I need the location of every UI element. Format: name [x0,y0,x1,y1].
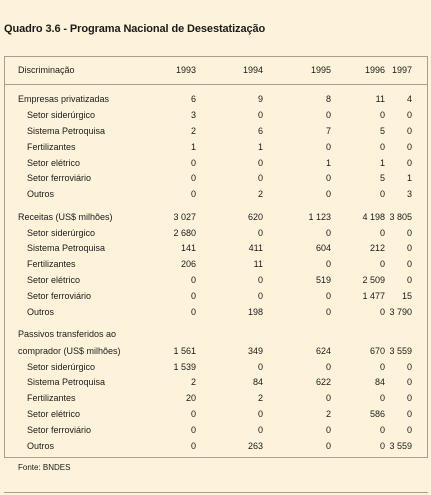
table-cell: 2 509 [362,275,385,285]
row-label: Fertilizantes [27,259,76,269]
table-cell: 0 [325,228,331,238]
table-row [0,139,431,155]
table-cell: 0 [379,393,385,403]
table-cell: 0 [190,275,196,285]
table-cell: 0 [257,228,263,238]
table-cell: 0 [406,142,412,152]
table-cell: 20 [185,393,196,403]
table-cell: 0 [379,142,385,152]
row-label: Sistema Petroquisa [27,377,106,387]
table-cell: 0 [257,362,263,372]
row-label: Setor elétrico [27,409,81,419]
row-label: Outros [27,307,55,317]
table-cell: 2 680 [173,228,196,238]
table-cell: 263 [247,441,263,451]
table-cell: 3 790 [389,307,412,317]
row-label: Setor elétrico [27,158,81,168]
table-cell: 670 [369,346,385,356]
table-cell: 6 [190,94,196,104]
table-cell: 0 [406,158,412,168]
table-cell: 622 [315,377,331,387]
table-cell: 1 539 [173,362,196,372]
table-cell: 0 [257,110,263,120]
table-title: Quadro 3.6 - Programa Nacional de Desestatização [4,23,266,35]
row-label: Setor ferroviário [27,173,92,183]
table-cell: 0 [190,441,196,451]
table-row [0,225,431,241]
table-row [0,288,431,304]
table-cell: 0 [406,126,412,136]
table-cell: 0 [379,425,385,435]
table-row [0,186,431,202]
table-cell: 84 [374,377,385,387]
row-label: Setor ferroviário [27,291,92,301]
table-cell: 0 [190,425,196,435]
header-label: Discriminação [18,65,75,75]
row-label: Sistema Petroquisa [27,243,106,253]
table-cell: 0 [257,173,263,183]
table-cell: 8 [325,94,331,104]
row-label: Setor elétrico [27,275,81,285]
table-cell: 604 [315,243,331,253]
table-cell: 0 [325,441,331,451]
table-cell: 0 [325,425,331,435]
table-row [0,272,431,288]
header-year: 1996 [364,65,385,75]
table-cell: 0 [190,307,196,317]
table-bottom-border [4,457,428,458]
table-cell: 0 [190,409,196,419]
table-cell: 1 561 [173,346,196,356]
table-cell: 620 [247,212,263,222]
table-cell: 0 [190,291,196,301]
table-cell: 1 [190,142,196,152]
table-cell: 206 [180,259,196,269]
table-cell: 0 [379,259,385,269]
table-cell: 0 [190,173,196,183]
row-label: Sistema Petroquisa [27,126,106,136]
table-cell: 9 [257,94,263,104]
table-cell: 212 [369,243,385,253]
page-bottom-border [4,492,428,493]
table-row [0,170,431,186]
table-cell: 4 [406,94,412,104]
table-row [0,107,431,123]
table-row [0,406,431,422]
table-cell: 0 [406,425,412,435]
table-cell: 519 [315,275,331,285]
table-cell: 0 [406,393,412,403]
table-cell: 0 [257,409,263,419]
row-label: Empresas privatizadas [18,94,110,104]
table-cell: 141 [180,243,196,253]
row-label: Fertilizantes [27,393,76,403]
table-row [0,209,431,225]
table-cell: 0 [406,110,412,120]
row-label: Setor siderúrgico [27,228,96,238]
table-cell: 15 [401,291,412,301]
table-row [0,359,431,375]
table-row [0,304,431,320]
table-cell: 2 [190,126,196,136]
table-cell: 0 [325,307,331,317]
source-note: Fonte: BNDES [18,463,71,472]
table-cell: 349 [247,346,263,356]
row-label: Receitas (US$ milhões) [18,212,113,222]
table-cell: 198 [247,307,263,317]
table-cell: 2 [257,189,263,199]
table-cell: 0 [406,275,412,285]
table-cell: 0 [406,409,412,419]
row-label: Outros [27,441,55,451]
row-label: Setor siderúrgico [27,110,96,120]
header-year: 1997 [391,65,412,75]
table-cell: 7 [325,126,331,136]
table-cell: 1 [325,158,331,168]
table-cell: 1 [379,158,385,168]
table-cell: 0 [257,425,263,435]
table-cell: 11 [375,94,385,104]
table-row [0,91,431,107]
row-label: Setor siderúrgico [27,362,96,372]
table-cell: 0 [257,158,263,168]
table-cell: 0 [379,441,385,451]
table-cell: 0 [406,259,412,269]
table-cell: 2 [190,377,196,387]
table-cell: 3 805 [389,212,412,222]
table-cell: 0 [325,110,331,120]
table-cell: 3 027 [173,212,196,222]
row-label: Passivos transferidos ao [18,329,117,339]
table-cell: 0 [190,189,196,199]
table-cell: 624 [315,346,331,356]
table-cell: 4 198 [362,212,385,222]
table-cell: 3 [406,189,412,199]
table-cell: 5 [379,126,385,136]
table-cell: 0 [406,228,412,238]
table-cell: 0 [325,189,331,199]
row-label: Outros [27,189,55,199]
table-cell: 3 559 [389,441,412,451]
header-divider [4,84,428,85]
table-row [0,422,431,438]
table-cell: 3 [190,110,196,120]
table-row [0,374,431,390]
header-year: 1993 [175,65,196,75]
table-cell: 2 [325,409,331,419]
table-cell: 0 [190,158,196,168]
table-cell: 3 559 [389,346,412,356]
table-top-border [4,56,428,57]
table-row [0,240,431,256]
table-cell: 0 [379,110,385,120]
table-row [0,326,431,342]
table-row [0,256,431,272]
table-row [0,438,431,454]
table-cell: 0 [325,393,331,403]
table-cell: 0 [379,307,385,317]
row-label: comprador (US$ milhões) [18,346,121,356]
table-cell: 0 [325,142,331,152]
table-header-row [0,62,431,78]
table-cell: 0 [257,291,263,301]
table-cell: 1 [257,142,263,152]
header-year: 1995 [310,65,331,75]
table-cell: 0 [406,377,412,387]
table-cell: 11 [253,259,263,269]
table-row [0,155,431,171]
row-label: Fertilizantes [27,142,76,152]
table-cell: 5 [379,173,385,183]
table-cell: 0 [325,291,331,301]
row-label: Setor ferroviário [27,425,92,435]
table-cell: 2 [257,393,263,403]
table-cell: 0 [379,228,385,238]
table-cell: 0 [379,189,385,199]
table-cell: 84 [252,377,263,387]
table-cell: 1 [406,173,412,183]
table-cell: 0 [406,362,412,372]
table-cell: 0 [325,173,331,183]
table-cell: 411 [248,243,263,253]
table-row [0,123,431,139]
table-cell: 1 477 [362,291,385,301]
table-cell: 0 [325,362,331,372]
table-cell: 0 [325,259,331,269]
table-cell: 586 [369,409,385,419]
table-cell: 0 [257,275,263,285]
table-cell: 0 [406,243,412,253]
header-year: 1994 [242,65,263,75]
table-cell: 6 [257,126,263,136]
table-row [0,390,431,406]
table-cell: 1 123 [308,212,331,222]
table-row [0,343,431,359]
table-cell: 0 [379,362,385,372]
